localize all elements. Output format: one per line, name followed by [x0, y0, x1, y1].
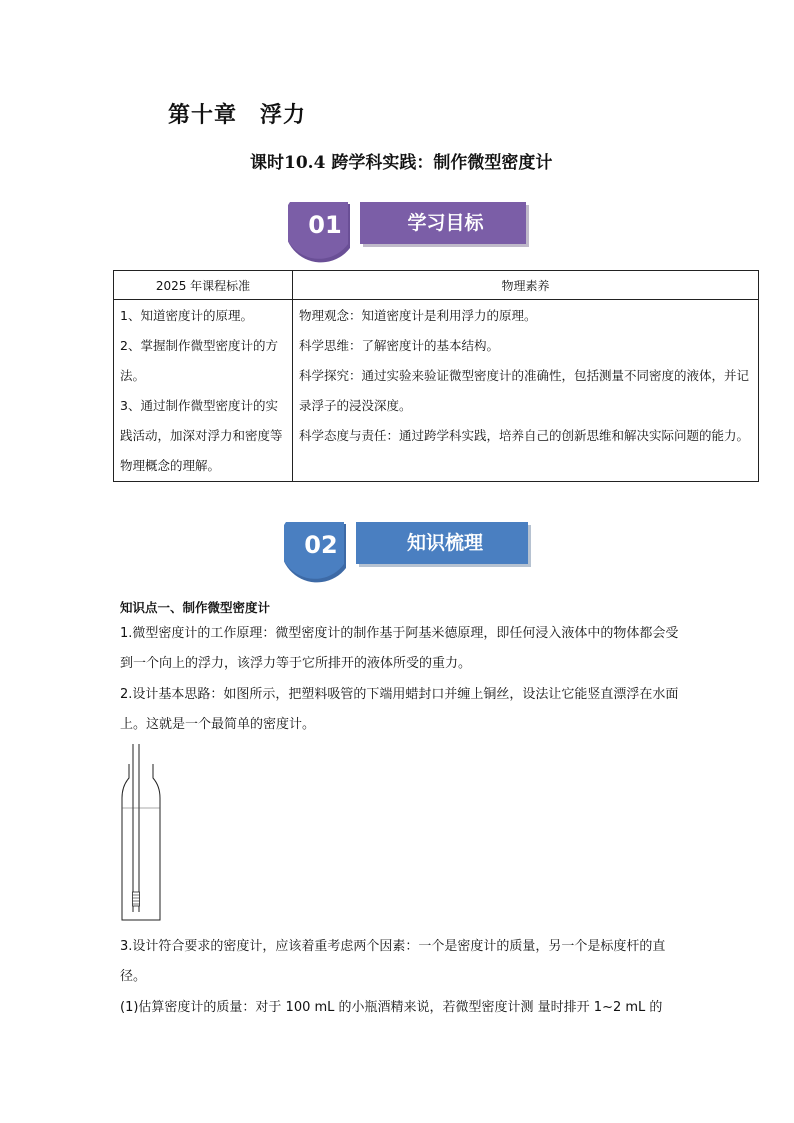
- chapter-title: 第十章 浮力: [168, 102, 307, 128]
- objectives-table: [113, 270, 759, 482]
- standard-item: 2、掌握制作微型密度计的方法。: [120, 338, 278, 383]
- literacy-item: 科学思维：了解密度计的基本结构。: [299, 338, 500, 353]
- literacy-cell: [293, 300, 759, 482]
- standards-cell: [114, 300, 293, 482]
- paragraph-factors: 3.设计符合要求的密度计，应该着重考虑两个因素：一个是密度计的质量，另一个是标度杆的直径。: [120, 939, 666, 984]
- hydrometer-figure: [118, 742, 168, 924]
- literacy-item: 科学态度与责任：通过跨学科实践，培养自己的创新思维和解决实际问题的能力。: [299, 428, 750, 443]
- badge-number: 02: [304, 531, 338, 559]
- lesson-title: 课时10.4 跨学科实践：制作微型密度计: [250, 153, 553, 173]
- literacy-item: 科学探究：通过实验来验证微型密度计的准确性，包括测量不同密度的液体，并记录浮子的浸没深度。: [299, 368, 750, 413]
- literacy-item: 物理观念：知道密度计是利用浮力的原理。: [299, 308, 537, 323]
- section-badge-objectives: [288, 196, 538, 264]
- standard-item: 3、通过制作微型密度计的实践活动，加深对浮力和密度等物理概念的理解。: [120, 398, 283, 473]
- table-header-literacy: 物理素养: [293, 271, 759, 300]
- section-badge-knowledge: [284, 516, 534, 584]
- badge-number: 01: [308, 211, 342, 239]
- standard-item: 1、知道密度计的原理。: [120, 308, 253, 323]
- knowledge-heading: 知识点一、制作微型密度计: [120, 600, 271, 615]
- paragraph-principle: 1.微型密度计的工作原理：微型密度计的制作基于阿基米德原理，即任何浸入液体中的物体都会受到一个向上的浮力，该浮力等于它所排开的液体所受的重力。: [120, 626, 679, 671]
- paragraph-design: 2.设计基本思路：如图所示，把塑料吸管的下端用蜡封口并缠上铜丝，设法让它能竖直漂浮在水面上。这就是一个最简单的密度计。: [120, 687, 679, 732]
- badge-label: 知识梳理: [406, 532, 483, 554]
- table-header-standards: 2025 年课程标准: [114, 271, 293, 300]
- paragraph-mass-estimate: (1)估算密度计的质量：对于 100 mL 的小瓶酒精来说，若微型密度计测 量时排开 1~2 mL 的: [120, 1000, 663, 1015]
- badge-label: 学习目标: [407, 212, 484, 234]
